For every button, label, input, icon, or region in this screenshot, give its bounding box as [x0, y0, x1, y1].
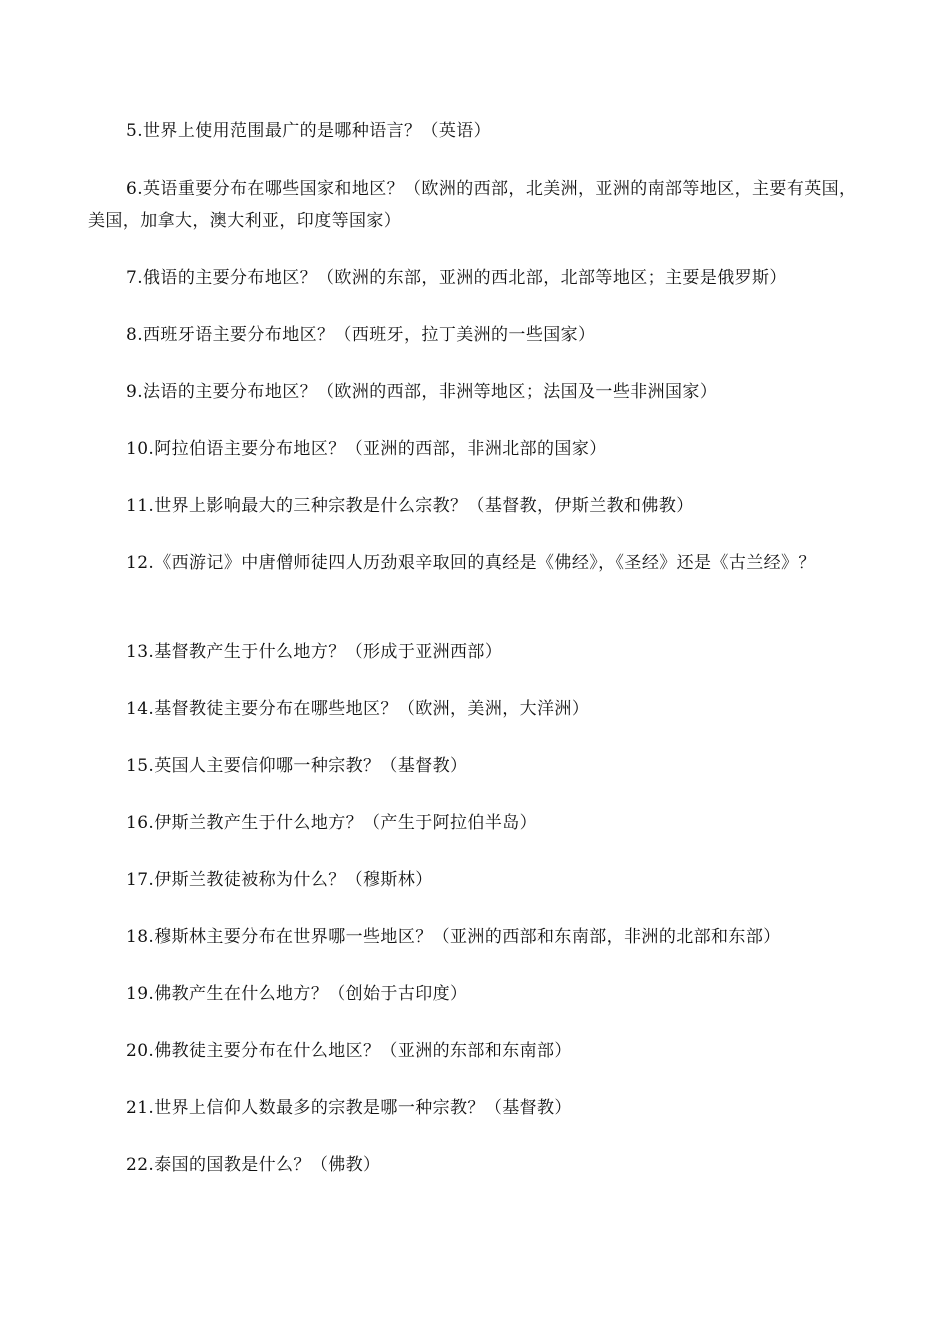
question-item-22: 22.泰国的国教是什么？（佛教）: [126, 1155, 381, 1175]
question-item-21: 21.世界上信仰人数最多的宗教是哪一种宗教？（基督教）: [126, 1098, 572, 1118]
question-item-9: 9.法语的主要分布地区？（欧洲的西部，非洲等地区；法国及一些非洲国家）: [126, 382, 718, 402]
question-item-14: 14.基督教徒主要分布在哪些地区？（欧洲，美洲，大洋洲）: [126, 699, 590, 719]
question-item-6: 6.英语重要分布在哪些国家和地区？（欧洲的西部，北美洲，亚洲的南部等地区，主要有英国，美国，加拿大，澳大利亚，印度等国家）: [88, 179, 857, 231]
question-item-12: 12.《西游记》中唐僧师徒四人历劲艰辛取回的真经是《佛经》，《圣经》还是《古兰经》？: [126, 553, 816, 573]
question-item-11: 11.世界上影响最大的三种宗教是什么宗教？（基督教，伊斯兰教和佛教）: [126, 496, 694, 516]
question-item-16: 16.伊斯兰教产生于什么地方？（产生于阿拉伯半岛）: [126, 813, 538, 833]
question-item-15: 15.英国人主要信仰哪一种宗教？（基督教）: [126, 756, 468, 776]
question-item-19: 19.佛教产生在什么地方？（创始于古印度）: [126, 984, 468, 1004]
question-item-8: 8.西班牙语主要分布地区？（西班牙，拉丁美洲的一些国家）: [126, 325, 596, 345]
question-item-20: 20.佛教徒主要分布在什么地区？（亚洲的东部和东南部）: [126, 1041, 572, 1061]
question-item-13: 13.基督教产生于什么地方？（形成于亚洲西部）: [126, 642, 503, 662]
question-item-10: 10.阿拉伯语主要分布地区？（亚洲的西部，非洲北部的国家）: [126, 439, 607, 459]
question-item-17: 17.伊斯兰教徒被称为什么？（穆斯林）: [126, 870, 433, 890]
question-item-5: 5.世界上使用范围最广的是哪种语言？（英语）: [126, 121, 492, 141]
question-item-7: 7.俄语的主要分布地区？（欧洲的东部，亚洲的西北部，北部等地区；主要是俄罗斯）: [126, 268, 787, 288]
question-item-18: 18.穆斯林主要分布在世界哪一些地区？（亚洲的西部和东南部，非洲的北部和东部）: [126, 927, 781, 947]
